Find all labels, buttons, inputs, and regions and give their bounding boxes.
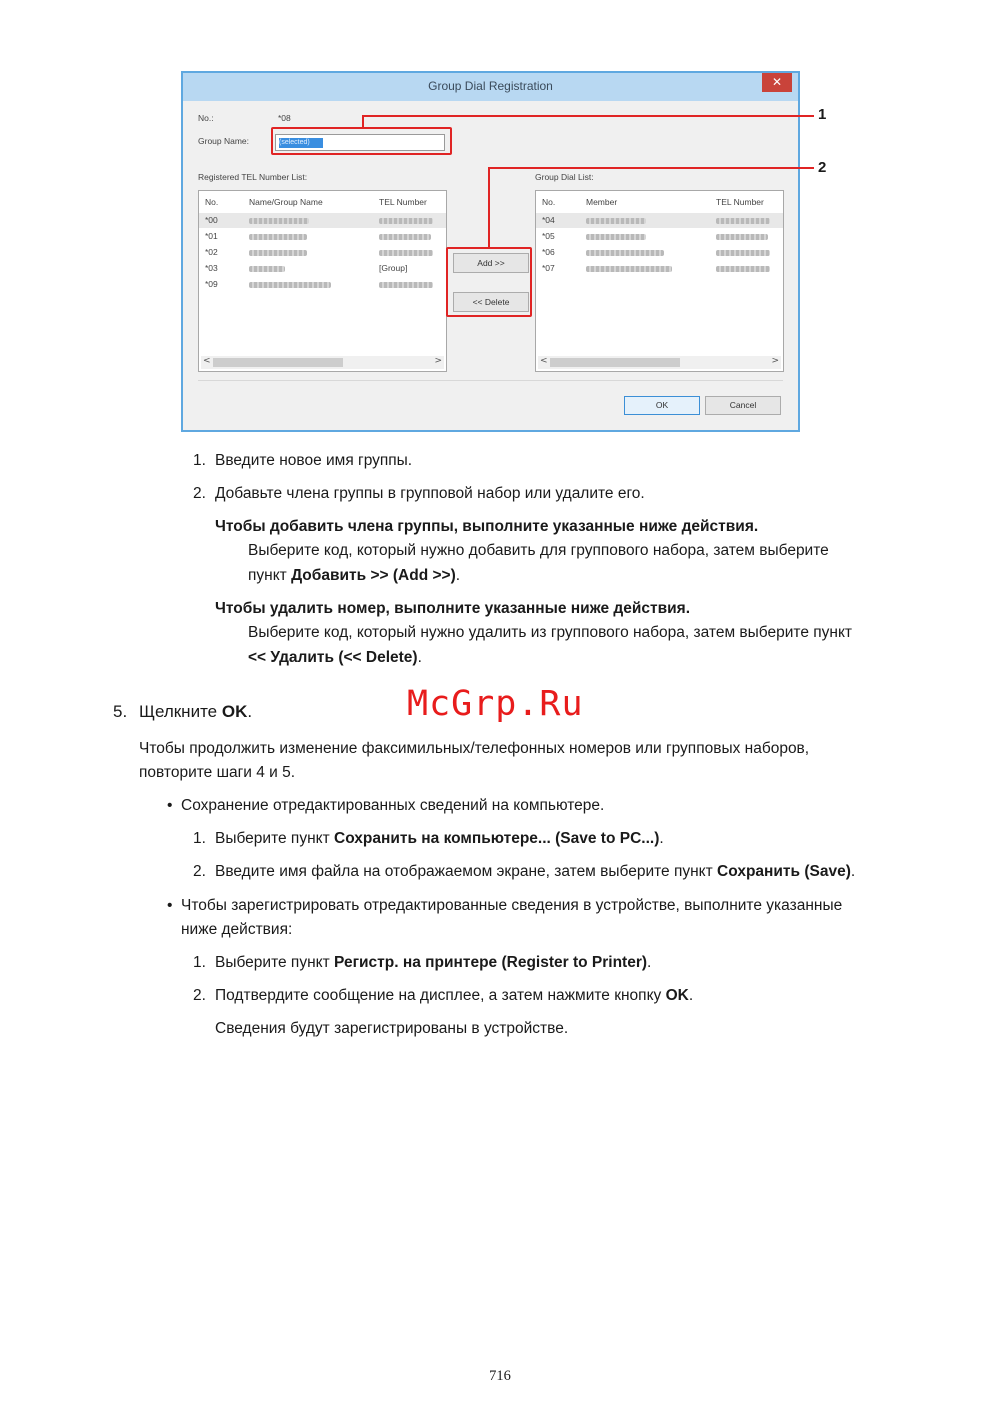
close-icon[interactable]: ✕ bbox=[762, 73, 792, 92]
add-member-line-1: Выберите код, который нужно добавить для группового набора, затем выберите bbox=[248, 542, 829, 559]
ok-reference: OK bbox=[665, 987, 689, 1004]
step-5-para-line-2: повторите шаги 4 и 5. bbox=[139, 764, 296, 781]
text-span: Щелкните bbox=[139, 702, 222, 721]
bullet-2-item-2-number: 2. bbox=[193, 987, 206, 1004]
bullet-1-item-1 bbox=[215, 829, 664, 849]
col-header-no[interactable]: No. bbox=[542, 197, 556, 207]
table-row[interactable] bbox=[199, 245, 446, 260]
scroll-left-icon[interactable]: < bbox=[203, 356, 211, 366]
register-to-printer-reference: Регистр. на принтере (Register to Printer) bbox=[334, 954, 648, 971]
callout-line-2 bbox=[488, 167, 814, 169]
row-no: *04 bbox=[542, 215, 555, 225]
dialog-separator bbox=[198, 380, 783, 381]
text-span: пункт bbox=[248, 567, 292, 584]
blurred-name bbox=[586, 218, 646, 224]
text-span: Введите имя файла на отображаемом экране, затем выберите пункт bbox=[215, 863, 718, 880]
text-span: . bbox=[455, 567, 461, 584]
row-no: *06 bbox=[542, 247, 555, 257]
add-member-line-2 bbox=[248, 566, 460, 586]
watermark: McGrp.Ru bbox=[407, 684, 584, 724]
ok-button[interactable]: OK bbox=[624, 396, 700, 415]
row-no: *03 bbox=[205, 263, 218, 273]
blurred-name bbox=[249, 266, 285, 272]
scroll-right-icon[interactable]: > bbox=[771, 356, 779, 366]
text-span: . bbox=[247, 702, 253, 721]
text-span: Подтвердите сообщение на дисплее, а затем нажмите кнопку bbox=[215, 987, 666, 1004]
table-row[interactable] bbox=[199, 261, 446, 276]
bullet-2-item-2 bbox=[215, 986, 693, 1006]
horizontal-scrollbar[interactable] bbox=[538, 356, 781, 369]
row-no: *05 bbox=[542, 231, 555, 241]
add-button[interactable]: Add >> bbox=[453, 253, 529, 273]
table-row[interactable] bbox=[199, 229, 446, 244]
blurred-name bbox=[586, 234, 646, 240]
callout-number-2: 2 bbox=[818, 159, 827, 176]
col-header-no[interactable]: No. bbox=[205, 197, 219, 207]
bullet-2-note: Сведения будут зарегистрированы в устройстве. bbox=[215, 1020, 569, 1037]
blurred-tel bbox=[379, 282, 433, 288]
row-no: *07 bbox=[542, 263, 555, 273]
callout-number-1: 1 bbox=[818, 106, 827, 123]
table-row[interactable] bbox=[536, 229, 783, 244]
step-5-number: 5. bbox=[113, 702, 128, 721]
row-no: *09 bbox=[205, 279, 218, 289]
text-span: . bbox=[417, 649, 422, 666]
step-1-text: Введите новое имя группы. bbox=[215, 452, 413, 469]
no-value: *08 bbox=[278, 113, 291, 123]
table-row[interactable] bbox=[536, 213, 783, 228]
text-span: . bbox=[688, 987, 694, 1004]
text-span: . bbox=[850, 863, 856, 880]
bullet-2-line-1: Чтобы зарегистрировать отредактированные сведения в устройстве, выполните указанные bbox=[181, 897, 843, 914]
dialog-titlebar bbox=[183, 73, 798, 101]
col-header-tel[interactable]: TEL Number bbox=[716, 197, 764, 207]
horizontal-scrollbar[interactable] bbox=[201, 356, 444, 369]
page-number: 716 bbox=[489, 1368, 511, 1384]
add-button-reference: Добавить >> (Add >>) bbox=[291, 567, 456, 584]
bullet-1-item-1-number: 1. bbox=[193, 830, 206, 847]
text-span: Выберите пункт bbox=[215, 954, 334, 971]
blurred-name bbox=[586, 266, 672, 272]
registered-tel-list[interactable] bbox=[198, 190, 447, 372]
blurred-tel bbox=[716, 266, 770, 272]
dialog-title: Group Dial Registration bbox=[428, 79, 553, 93]
bullet-icon: • bbox=[167, 897, 173, 914]
blurred-name bbox=[249, 282, 331, 288]
row-no: *00 bbox=[205, 215, 218, 225]
delete-number-line-2 bbox=[248, 648, 422, 668]
row-no: *01 bbox=[205, 231, 218, 241]
cancel-button[interactable]: Cancel bbox=[705, 396, 781, 415]
group-dial-list-label: Group Dial List: bbox=[535, 172, 594, 182]
bullet-icon: • bbox=[167, 797, 173, 814]
col-header-member[interactable]: Member bbox=[586, 197, 618, 207]
save-reference: Сохранить (Save) bbox=[717, 863, 851, 880]
step-5-text bbox=[139, 702, 252, 722]
delete-number-line-1: Выберите код, который нужно удалить из группового набора, затем выберите пункт bbox=[248, 624, 853, 641]
blurred-tel bbox=[716, 250, 770, 256]
scroll-thumb[interactable] bbox=[213, 358, 343, 367]
text-span: . bbox=[647, 954, 652, 971]
group-dial-list[interactable] bbox=[535, 190, 784, 372]
bullet-1-text: Сохранение отредактированных сведений на компьютере. bbox=[181, 797, 605, 814]
row-no: *02 bbox=[205, 247, 218, 257]
callout-box-2 bbox=[446, 247, 532, 317]
step-2-number: 2. bbox=[193, 485, 206, 502]
blurred-tel bbox=[379, 218, 433, 224]
no-label: No.: bbox=[198, 113, 214, 123]
blurred-name bbox=[586, 250, 664, 256]
blurred-tel bbox=[716, 234, 768, 240]
scroll-thumb[interactable] bbox=[550, 358, 680, 367]
table-row[interactable] bbox=[536, 245, 783, 260]
delete-number-heading: Чтобы удалить номер, выполните указанные ниже действия. bbox=[215, 600, 691, 617]
blurred-name bbox=[249, 250, 307, 256]
text-span: Выберите пункт bbox=[215, 830, 334, 847]
blurred-tel bbox=[716, 218, 770, 224]
callout-box-1 bbox=[271, 127, 452, 155]
group-name-selected-text: (selected) bbox=[279, 138, 323, 148]
row-tel: [Group] bbox=[379, 263, 408, 273]
step-1-number: 1. bbox=[193, 452, 206, 469]
text-span: . bbox=[659, 830, 664, 847]
bullet-1-item-2-number: 2. bbox=[193, 863, 206, 880]
blurred-tel bbox=[379, 234, 431, 240]
blurred-tel bbox=[379, 250, 433, 256]
col-header-tel[interactable]: TEL Number bbox=[379, 197, 427, 207]
delete-button[interactable]: << Delete bbox=[453, 292, 529, 312]
delete-button-reference: << Удалить (<< Delete) bbox=[248, 649, 418, 666]
ok-reference: OK bbox=[221, 702, 248, 721]
blurred-name bbox=[249, 234, 307, 240]
bullet-2-line-2: ниже действия: bbox=[181, 921, 293, 938]
step-5-para-line-1: Чтобы продолжить изменение факсимильных/телефонных номеров или групповых наборов, bbox=[139, 740, 810, 757]
bullet-2-item-1-number: 1. bbox=[193, 954, 206, 971]
scroll-right-icon[interactable]: > bbox=[434, 356, 442, 366]
save-to-pc-reference: Сохранить на компьютере... (Save to PC...) bbox=[334, 830, 660, 847]
blurred-name bbox=[249, 218, 309, 224]
col-header-name[interactable]: Name/Group Name bbox=[249, 197, 323, 207]
callout-line-2-vertical bbox=[488, 167, 490, 248]
registered-list-label: Registered TEL Number List: bbox=[198, 172, 308, 182]
bullet-2-item-1 bbox=[215, 953, 651, 973]
table-row[interactable] bbox=[536, 261, 783, 276]
group-name-label: Group Name: bbox=[198, 136, 250, 146]
table-row[interactable] bbox=[199, 213, 446, 228]
callout-line-1 bbox=[362, 115, 814, 117]
add-member-heading: Чтобы добавить члена группы, выполните указанные ниже действия. bbox=[215, 518, 759, 535]
table-row[interactable] bbox=[199, 277, 446, 292]
scroll-left-icon[interactable]: < bbox=[540, 356, 548, 366]
bullet-1-item-2 bbox=[215, 862, 855, 882]
step-2-text: Добавьте члена группы в групповой набор или удалите его. bbox=[215, 485, 645, 502]
